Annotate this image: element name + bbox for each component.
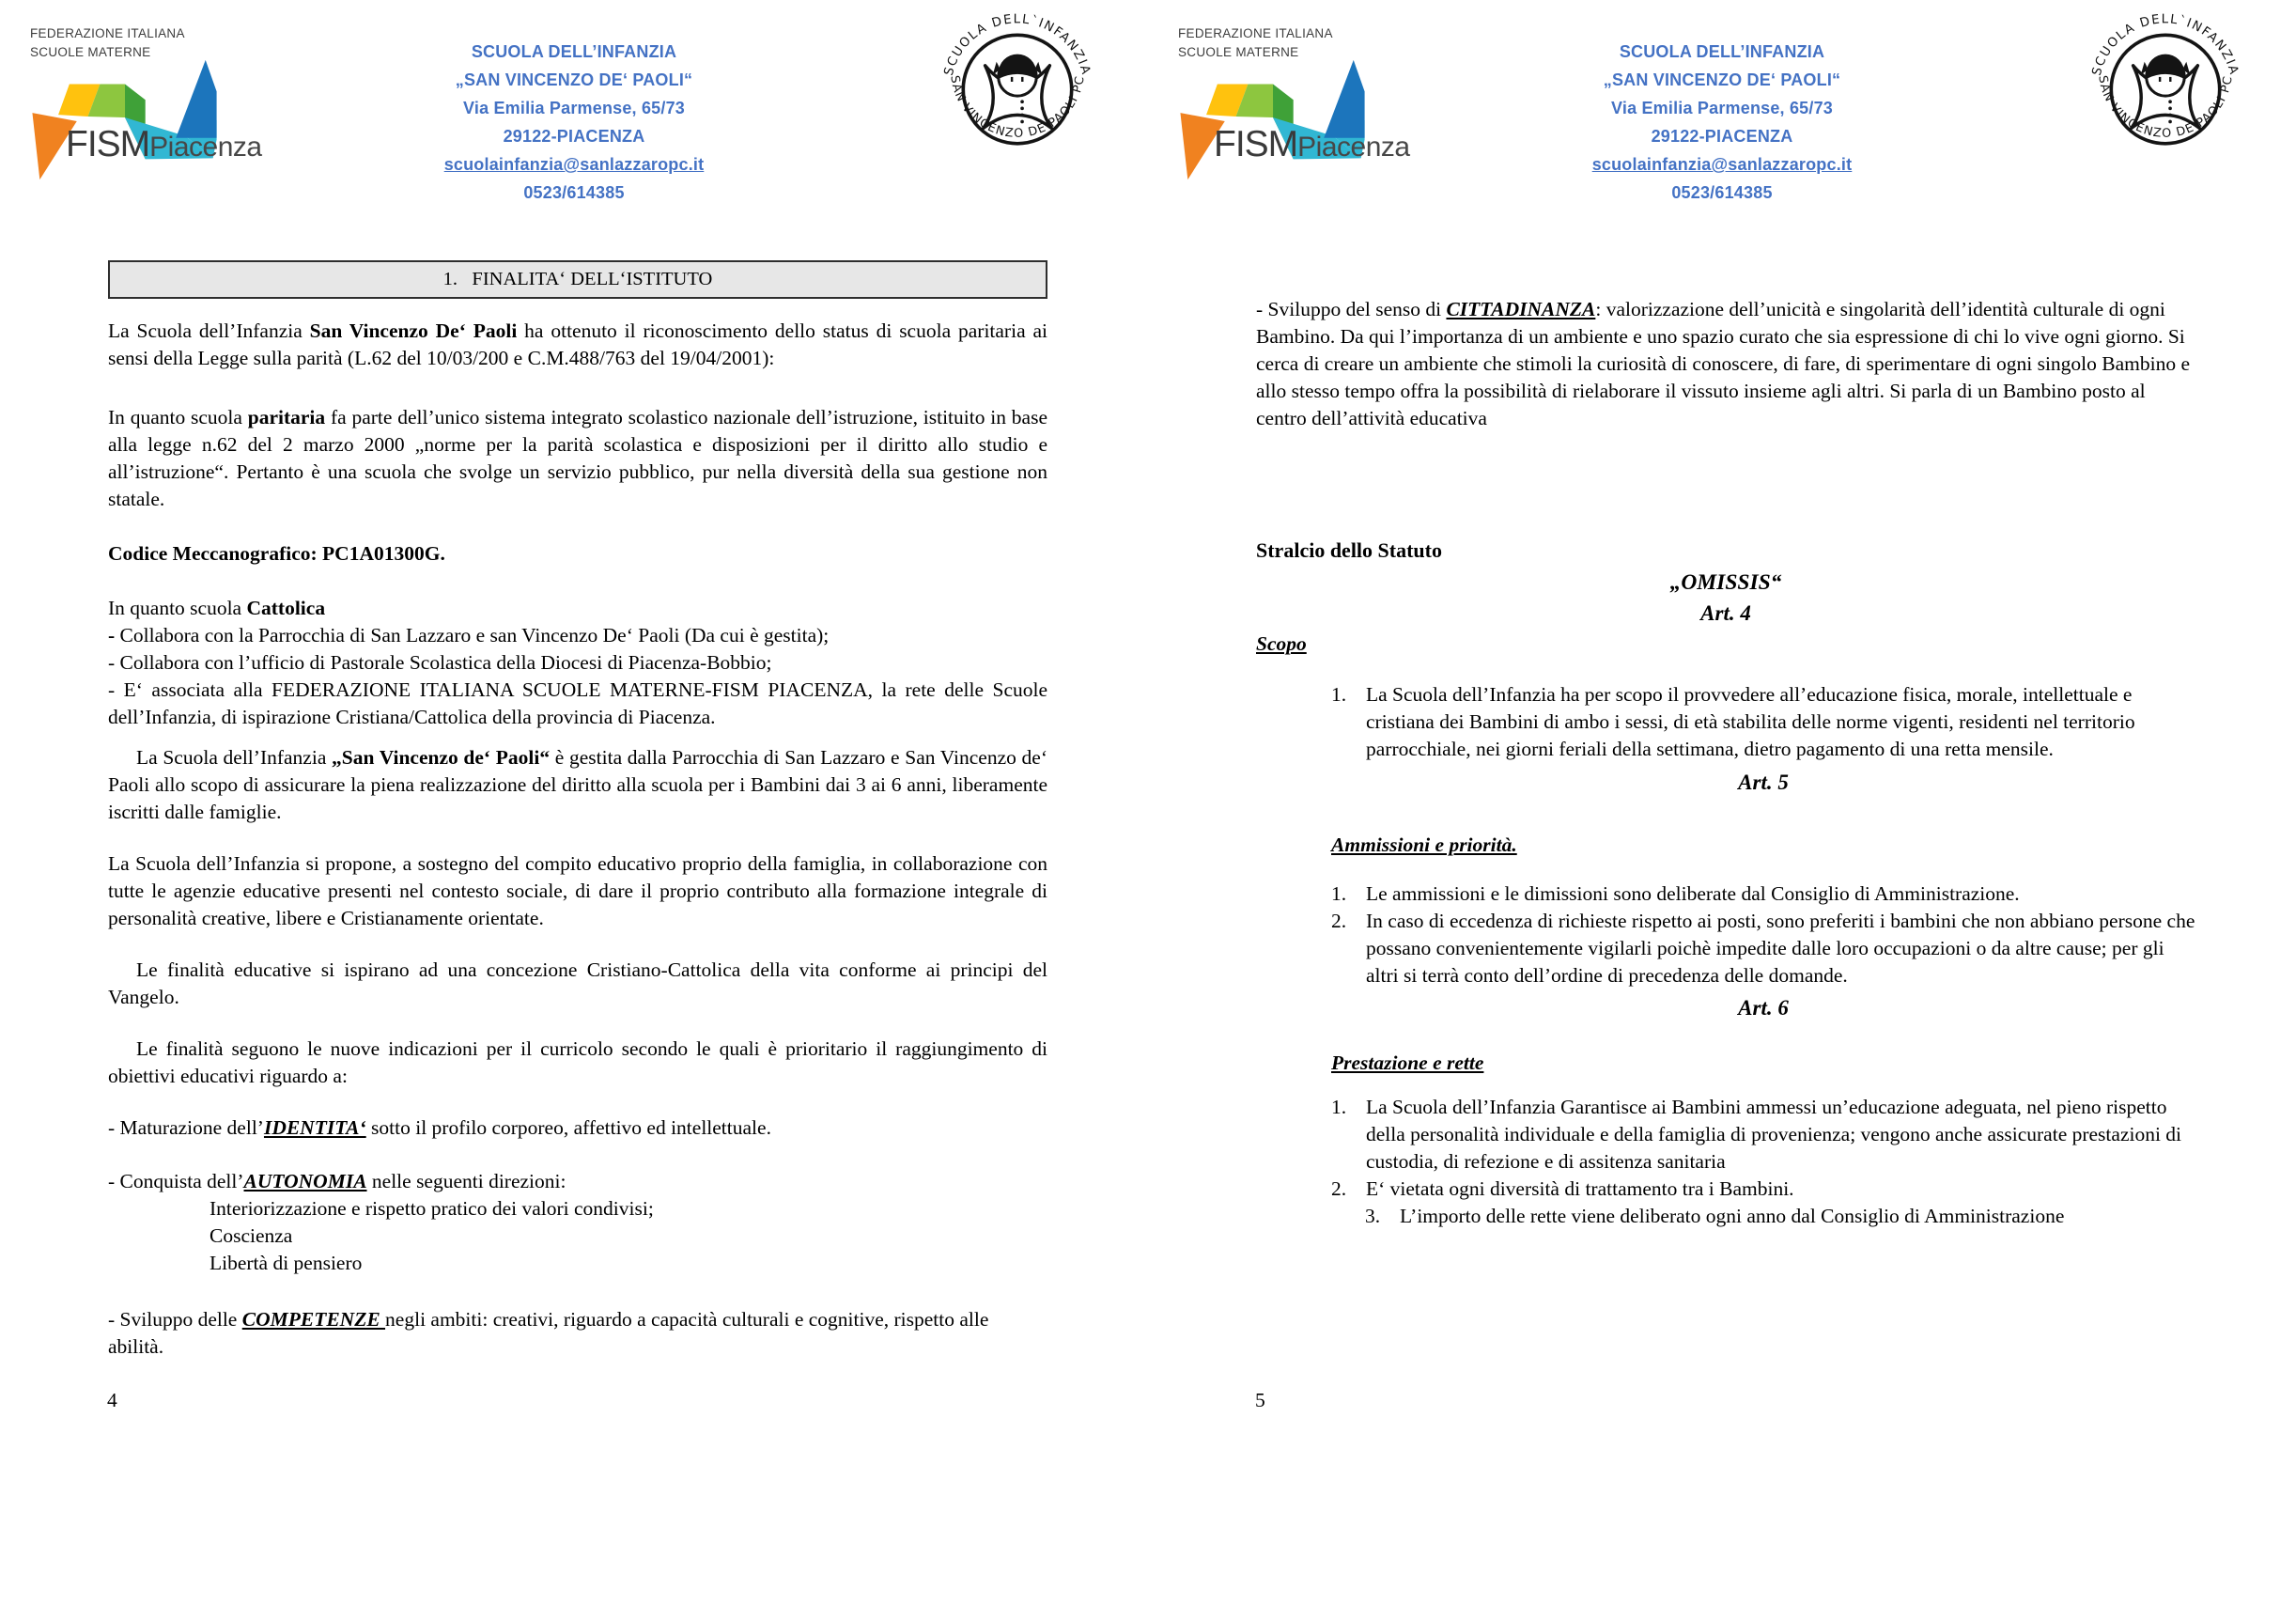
page-number-4: 4 xyxy=(107,1389,117,1411)
school-email-link[interactable]: scuolainfanzia@sanlazzaropc.it xyxy=(1591,155,1853,174)
section-title-box xyxy=(108,260,1047,299)
block-autonomia xyxy=(108,1168,1047,1277)
school-address-block xyxy=(1497,38,1947,207)
paragraph-status-paritaria: La Scuola dell’Infanzia San Vincenzo De‘ Paoli ha ottenuto il riconoscimento dello status di scuola paritaria ai sensi della Legge sulla parità (L.62 del 10/03/200 e C.M.488/763 del 19/04/2001): xyxy=(108,319,1047,369)
bullet-competenze: - Sviluppo delle COMPETENZE negli ambiti: creativi, riguardo a capacità culturali e cognitive, rispetto alle abilità. xyxy=(108,1308,989,1358)
fism-wordmark xyxy=(1214,124,1410,165)
school-name-line2: „SAN VINCENZO DE‘ PAOLI“ xyxy=(1603,70,1841,89)
school-city: 29122-PIACENZA xyxy=(503,127,645,146)
heading-art-6: Art. 6 xyxy=(1738,996,1789,1020)
list-item xyxy=(1331,908,2195,989)
list-item-text: L’importo delle rette viene deliberato ogni anno dal Consiglio di Amministrazione xyxy=(1400,1205,2065,1227)
fism-logo xyxy=(1174,23,1410,187)
fism-federation-line1: FEDERAZIONE ITALIANA xyxy=(30,26,185,40)
fism-federation-line1: FEDERAZIONE ITALIANA xyxy=(1178,26,1333,40)
list-item-nested xyxy=(1331,1203,2195,1230)
autonomia-sub-2: Coscienza xyxy=(209,1224,293,1247)
bullet-fism: - E‘ associata alla FEDERAZIONE ITALIANA SCUOLE MATERNE-FISM PIACENZA, la rete delle Scuole dell’Infanzia, di ispirazione Cristiana/Cattolica della provincia di Piacenza. xyxy=(108,678,1047,728)
list-item xyxy=(1331,880,2195,908)
document-page-5 xyxy=(1148,0,2296,1620)
list-item-number: 3. xyxy=(1365,1205,1381,1227)
fism-wordmark-city: Piacenza xyxy=(149,132,262,163)
paragraph-gestione-parrocchia: La Scuola dell’Infanzia „San Vincenzo de‘ Paoli“ è gestita dalla Parrocchia di San Lazzaro e San Vincenzo de‘ Paoli allo scopo di assicurare la piena realizzazione del diritto alla scuola per i Bambini dai 3 ai 6 anni, liberamente iscritti dalle famiglie. xyxy=(108,746,1048,823)
bullet-identita: - Maturazione dell’IDENTITA‘ sotto il profilo corporeo, affettivo ed intellettuale. xyxy=(108,1116,771,1139)
bullet-pastorale: - Collabora con l’ufficio di Pastorale Scolastica della Diocesi di Piacenza-Bobbio; xyxy=(108,651,772,674)
list-item-number: 2. xyxy=(1331,910,1347,932)
heading-art-5: Art. 5 xyxy=(1738,771,1789,794)
block-scuola-cattolica xyxy=(108,595,1047,731)
page-header xyxy=(1148,0,2296,254)
section-title: 1. FINALITA‘ DELL‘ISTITUTO xyxy=(442,269,713,289)
list-item xyxy=(1331,1094,2195,1176)
school-city: 29122-PIACENZA xyxy=(1651,127,1793,146)
heading-art-4: Art. 4 xyxy=(1700,601,1751,625)
bullet-parrocchia: - Collabora con la Parrocchia di San Lazzaro e san Vincenzo De‘ Paoli (Da cui è gestita); xyxy=(108,624,830,646)
list-item-text: E‘ vietata ogni diversità di trattamento tra i Bambini. xyxy=(1366,1177,1794,1200)
school-street: Via Emilia Parmense, 65/73 xyxy=(1610,99,1834,117)
heading-stralcio-statuto: Stralcio dello Statuto xyxy=(1256,538,1442,562)
heading-omissis: „OMISSIS“ xyxy=(1669,570,1782,595)
list-item-number: 1. xyxy=(1331,1096,1347,1118)
paragraph-si-propone: La Scuola dell’Infanzia si propone, a sostegno del compito educativo proprio della famiglia, in collaborazione con tutte le agenzie educative presenti nel contesto sociale, di dare il proprio contributo alla formazione integrale di personalità creative, libere e Cristianamente orientate. xyxy=(108,852,1047,929)
fism-wordmark-main: FISM xyxy=(1214,124,1298,164)
fism-logo xyxy=(26,23,262,187)
heading-ammissioni: Ammissioni e priorità. xyxy=(1331,833,1517,856)
page-4-content xyxy=(0,260,1148,1361)
heading-prestazione: Prestazione e rette xyxy=(1331,1051,1484,1074)
fism-wordmark-city: Piacenza xyxy=(1297,132,1410,163)
page-5-content xyxy=(1148,296,2296,1230)
autonomia-sub-3: Libertà di pensiero xyxy=(209,1252,363,1274)
list-item-number: 1. xyxy=(1331,683,1347,706)
school-seal-icon xyxy=(2089,6,2242,164)
school-street: Via Emilia Parmense, 65/73 xyxy=(462,99,686,117)
line-cattolica-intro: In quanto scuola Cattolica xyxy=(108,597,326,619)
list-item-text: La Scuola dell’Infanzia ha per scopo il provvedere all’educazione fisica, morale, intellettuale e cristiana dei Bambini di ambo i sessi, di età stabilita delle norme vigenti, residenti nel territorio parrocchiale, nei giorni feriali della settimana, dietro pagamento di una retta mensile. xyxy=(1366,683,2135,760)
paragraph-finalita-indicazioni: Le finalità seguono le nuove indicazioni per il curricolo secondo le quali è prioritario il raggiungimento di obiettivi educativi riguardo a: xyxy=(108,1037,1047,1087)
ammissioni-list xyxy=(1256,880,2195,989)
school-phone: 0523/614385 xyxy=(1671,183,1773,202)
prestazione-list xyxy=(1256,1094,2195,1230)
scopo-list xyxy=(1256,681,2195,763)
list-item-number: 1. xyxy=(1331,882,1347,905)
school-name-line1: SCUOLA DELL’INFANZIA xyxy=(1619,42,1825,61)
paragraph-finalita-educative: Le finalità educative si ispirano ad una concezione Cristiano-Cattolica della vita conforme ai principi del Vangelo. xyxy=(108,958,1047,1008)
seal-arc-top-text: SCUOLA DELL`INFANZIA xyxy=(941,12,1094,78)
bullet-cittadinanza: - Sviluppo del senso di CITTADINANZA: valorizzazione dell’unicità e singolarità dell’identità culturale di ogni Bambino. Da qui l’importanza di un ambiente e uno spazio curato che sia espressione di chi lo vive ogni giorno. Si cerca di creare un ambiente che stimoli la curiosità di conoscere, di fare, di sperimentare di ogni singolo Bambino e allo stesso tempo offra la possibilità di rielaborare il vissuto insieme agli altri. Si parla di un Bambino posto al centro dell’attività educativa xyxy=(1256,298,2191,429)
seal-arc-bottom-text: SAN VINCENZO DE PAOLI PC xyxy=(947,74,1088,141)
list-item-text: La Scuola dell’Infanzia Garantisce ai Bambini ammessi un’educazione adeguata, nel pieno rispetto della personalità individuale e della famiglia di provenienza; vengono anche assicurate prestazioni di custodia, di refezione e di assitenza sanitaria xyxy=(1366,1096,2182,1173)
heading-scopo: Scopo xyxy=(1256,632,1307,655)
school-address-block xyxy=(349,38,799,207)
page-number-5: 5 xyxy=(1255,1389,1265,1411)
list-item-text: Le ammissioni e le dimissioni sono deliberate dal Consiglio di Amministrazione. xyxy=(1366,882,2020,905)
seal-arc-bottom-text: SAN VINCENZO DE PAOLI PC xyxy=(2095,74,2236,141)
school-email-link[interactable]: scuolainfanzia@sanlazzaropc.it xyxy=(443,155,705,174)
school-seal-icon xyxy=(941,6,1094,164)
fism-wordmark-main: FISM xyxy=(66,124,150,164)
fism-federation-line2: SCUOLE MATERNE xyxy=(1178,44,1299,59)
paragraph-sistema-integrato: In quanto scuola paritaria fa parte dell’unico sistema integrato scolastico nazionale dell’istruzione, istituito in base alla legge n.62 del 2 marzo 2000 „norme per la parità scolastica e disposizioni per il diritto allo studio e all’istruzione“. Pertanto è una scuola che svolge un servizio pubblico, pur nella diversità della sua gestione non statale. xyxy=(108,406,1047,510)
page-header xyxy=(0,0,1148,254)
autonomia-sub-1: Interiorizzazione e rispetto pratico dei valori condivisi; xyxy=(209,1197,654,1220)
paragraph-codice-meccanografico: Codice Meccanografico: PC1A01300G. xyxy=(108,542,445,565)
fism-federation-line2: SCUOLE MATERNE xyxy=(30,44,151,59)
school-phone: 0523/614385 xyxy=(523,183,625,202)
school-name-line2: „SAN VINCENZO DE‘ PAOLI“ xyxy=(455,70,693,89)
list-item-text: In caso di eccedenza di richieste rispetto ai posti, sono preferiti i bambini che non abbiano persone che possano convenientemente vigilarli poichè impedite dalle loro occupazioni o da altre cause; per gli altri si terrà conto dell’ordine di precedenza delle domande. xyxy=(1366,910,2195,987)
list-item xyxy=(1331,1176,2195,1203)
seal-arc-top-text: SCUOLA DELL`INFANZIA xyxy=(2089,12,2242,78)
list-item-number: 2. xyxy=(1331,1177,1347,1200)
list-item xyxy=(1331,681,2195,763)
bullet-autonomia: - Conquista dell’AUTONOMIA nelle seguenti direzioni: xyxy=(108,1170,566,1192)
school-name-line1: SCUOLA DELL’INFANZIA xyxy=(471,42,677,61)
fism-wordmark xyxy=(66,124,262,165)
